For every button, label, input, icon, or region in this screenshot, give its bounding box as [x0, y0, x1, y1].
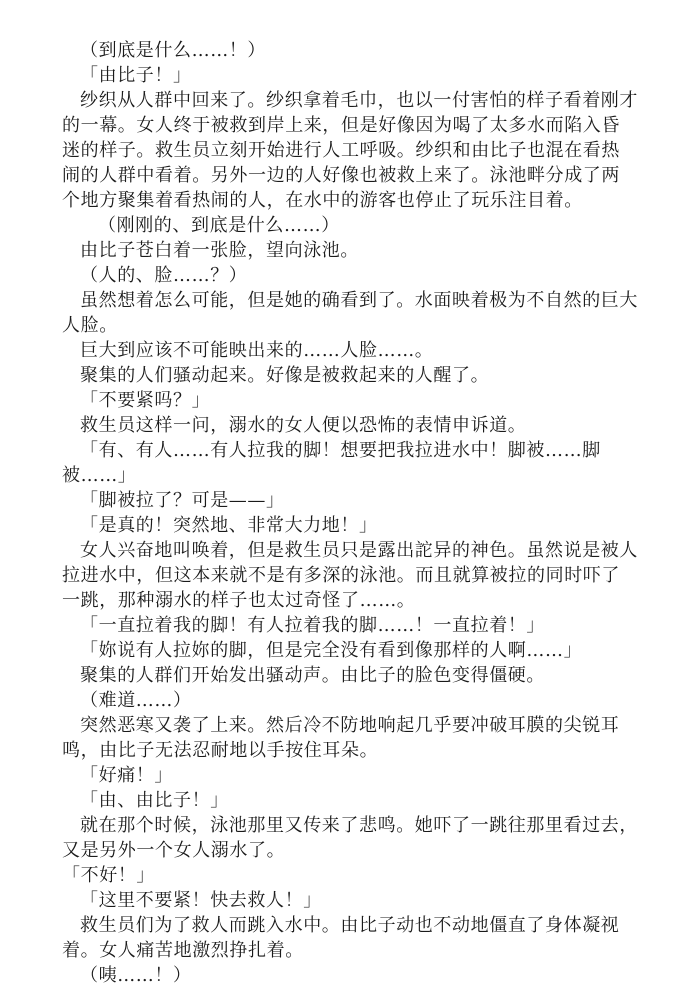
paragraph: 「脚被拉了？可是——」 — [80, 490, 285, 511]
paragraph: 「妳说有人拉妳的脚，但是完全没有看到像那样的人啊……」 — [80, 640, 583, 661]
paragraph: 由比子苍白着一张脸，望向泳池。 — [80, 240, 359, 261]
paragraph: 就在那个时候，泳池那里又传来了悲鸣。她吓了一跳往那里看过去，又是另外一个女人溺水了。 — [62, 815, 638, 861]
paragraph: 「这里不要紧！快去救人！」 — [80, 890, 322, 911]
paragraph: 聚集的人群们开始发出骚动声。由比子的脸色变得僵硬。 — [80, 665, 545, 686]
paragraph: 「有、有人……有人拉我的脚！想要把我拉进水中！脚被……脚被……」 — [62, 440, 601, 486]
paragraph: 救生员们为了救人而跳入水中。由比子动也不动地僵直了身体凝视着。女人痛苦地激烈挣扎着。 — [62, 915, 620, 961]
paragraph: 「由比子！」 — [80, 65, 192, 86]
paragraph: 聚集的人们骚动起来。好像是被救起来的人醒了。 — [80, 365, 490, 386]
paragraph: （人的、脸……？） — [80, 265, 248, 286]
paragraph: （难道……） — [80, 690, 192, 711]
paragraph: 女人兴奋地叫唤着，但是救生员只是露出詑异的神色。虽然说是被人拉进水中，但这本来就不是有多深的泳池。而且就算被拉的同时吓了一跳，那种溺水的样子也太过奇怪了……。 — [62, 540, 638, 611]
paragraph: 「好痛！」 — [80, 765, 173, 786]
paragraph: （到底是什么……！） — [80, 40, 266, 61]
paragraph: 巨大到应该不可能映出来的……人脸……。 — [80, 340, 434, 361]
paragraph: 「由、由比子！」 — [80, 790, 229, 811]
paragraph: 「一直拉着我的脚！有人拉着我的脚……！一直拉着！」 — [80, 615, 545, 636]
paragraph: （刚刚的、到底是什么……） — [98, 215, 340, 236]
paragraph: 「不好！」 — [62, 865, 155, 886]
paragraph: 「是真的！突然地、非常大力地！」 — [80, 515, 378, 536]
paragraph: （咦……！） — [80, 965, 192, 986]
paragraph: 虽然想着怎么可能，但是她的确看到了。水面映着极为不自然的巨大人脸。 — [62, 290, 638, 336]
paragraph: 「不要紧吗？」 — [80, 390, 211, 411]
paragraph: 救生员这样一问，溺水的女人便以恐怖的表情申诉道。 — [80, 415, 527, 436]
paragraph: 突然恶寒又袭了上来。然后冷不防地响起几乎要冲破耳膜的尖锐耳鸣，由比子无法忍耐地以手按住耳朵。 — [62, 715, 620, 761]
paragraph: 纱织从人群中回来了。纱织拿着毛巾，也以一付害怕的样子看着刚才的一幕。女人终于被救到岸上来，但是好像因为喝了太多水而陷入昏迷的样子。救生员立刻开始进行人工呼吸。纱织和由比子也混在看热闹的人群中看着。另外一边的人好像也被救上来了。泳池畔分成了两个地方聚集着看热闹的人，在水中的游客也停止了玩乐注目着。 — [62, 90, 638, 211]
